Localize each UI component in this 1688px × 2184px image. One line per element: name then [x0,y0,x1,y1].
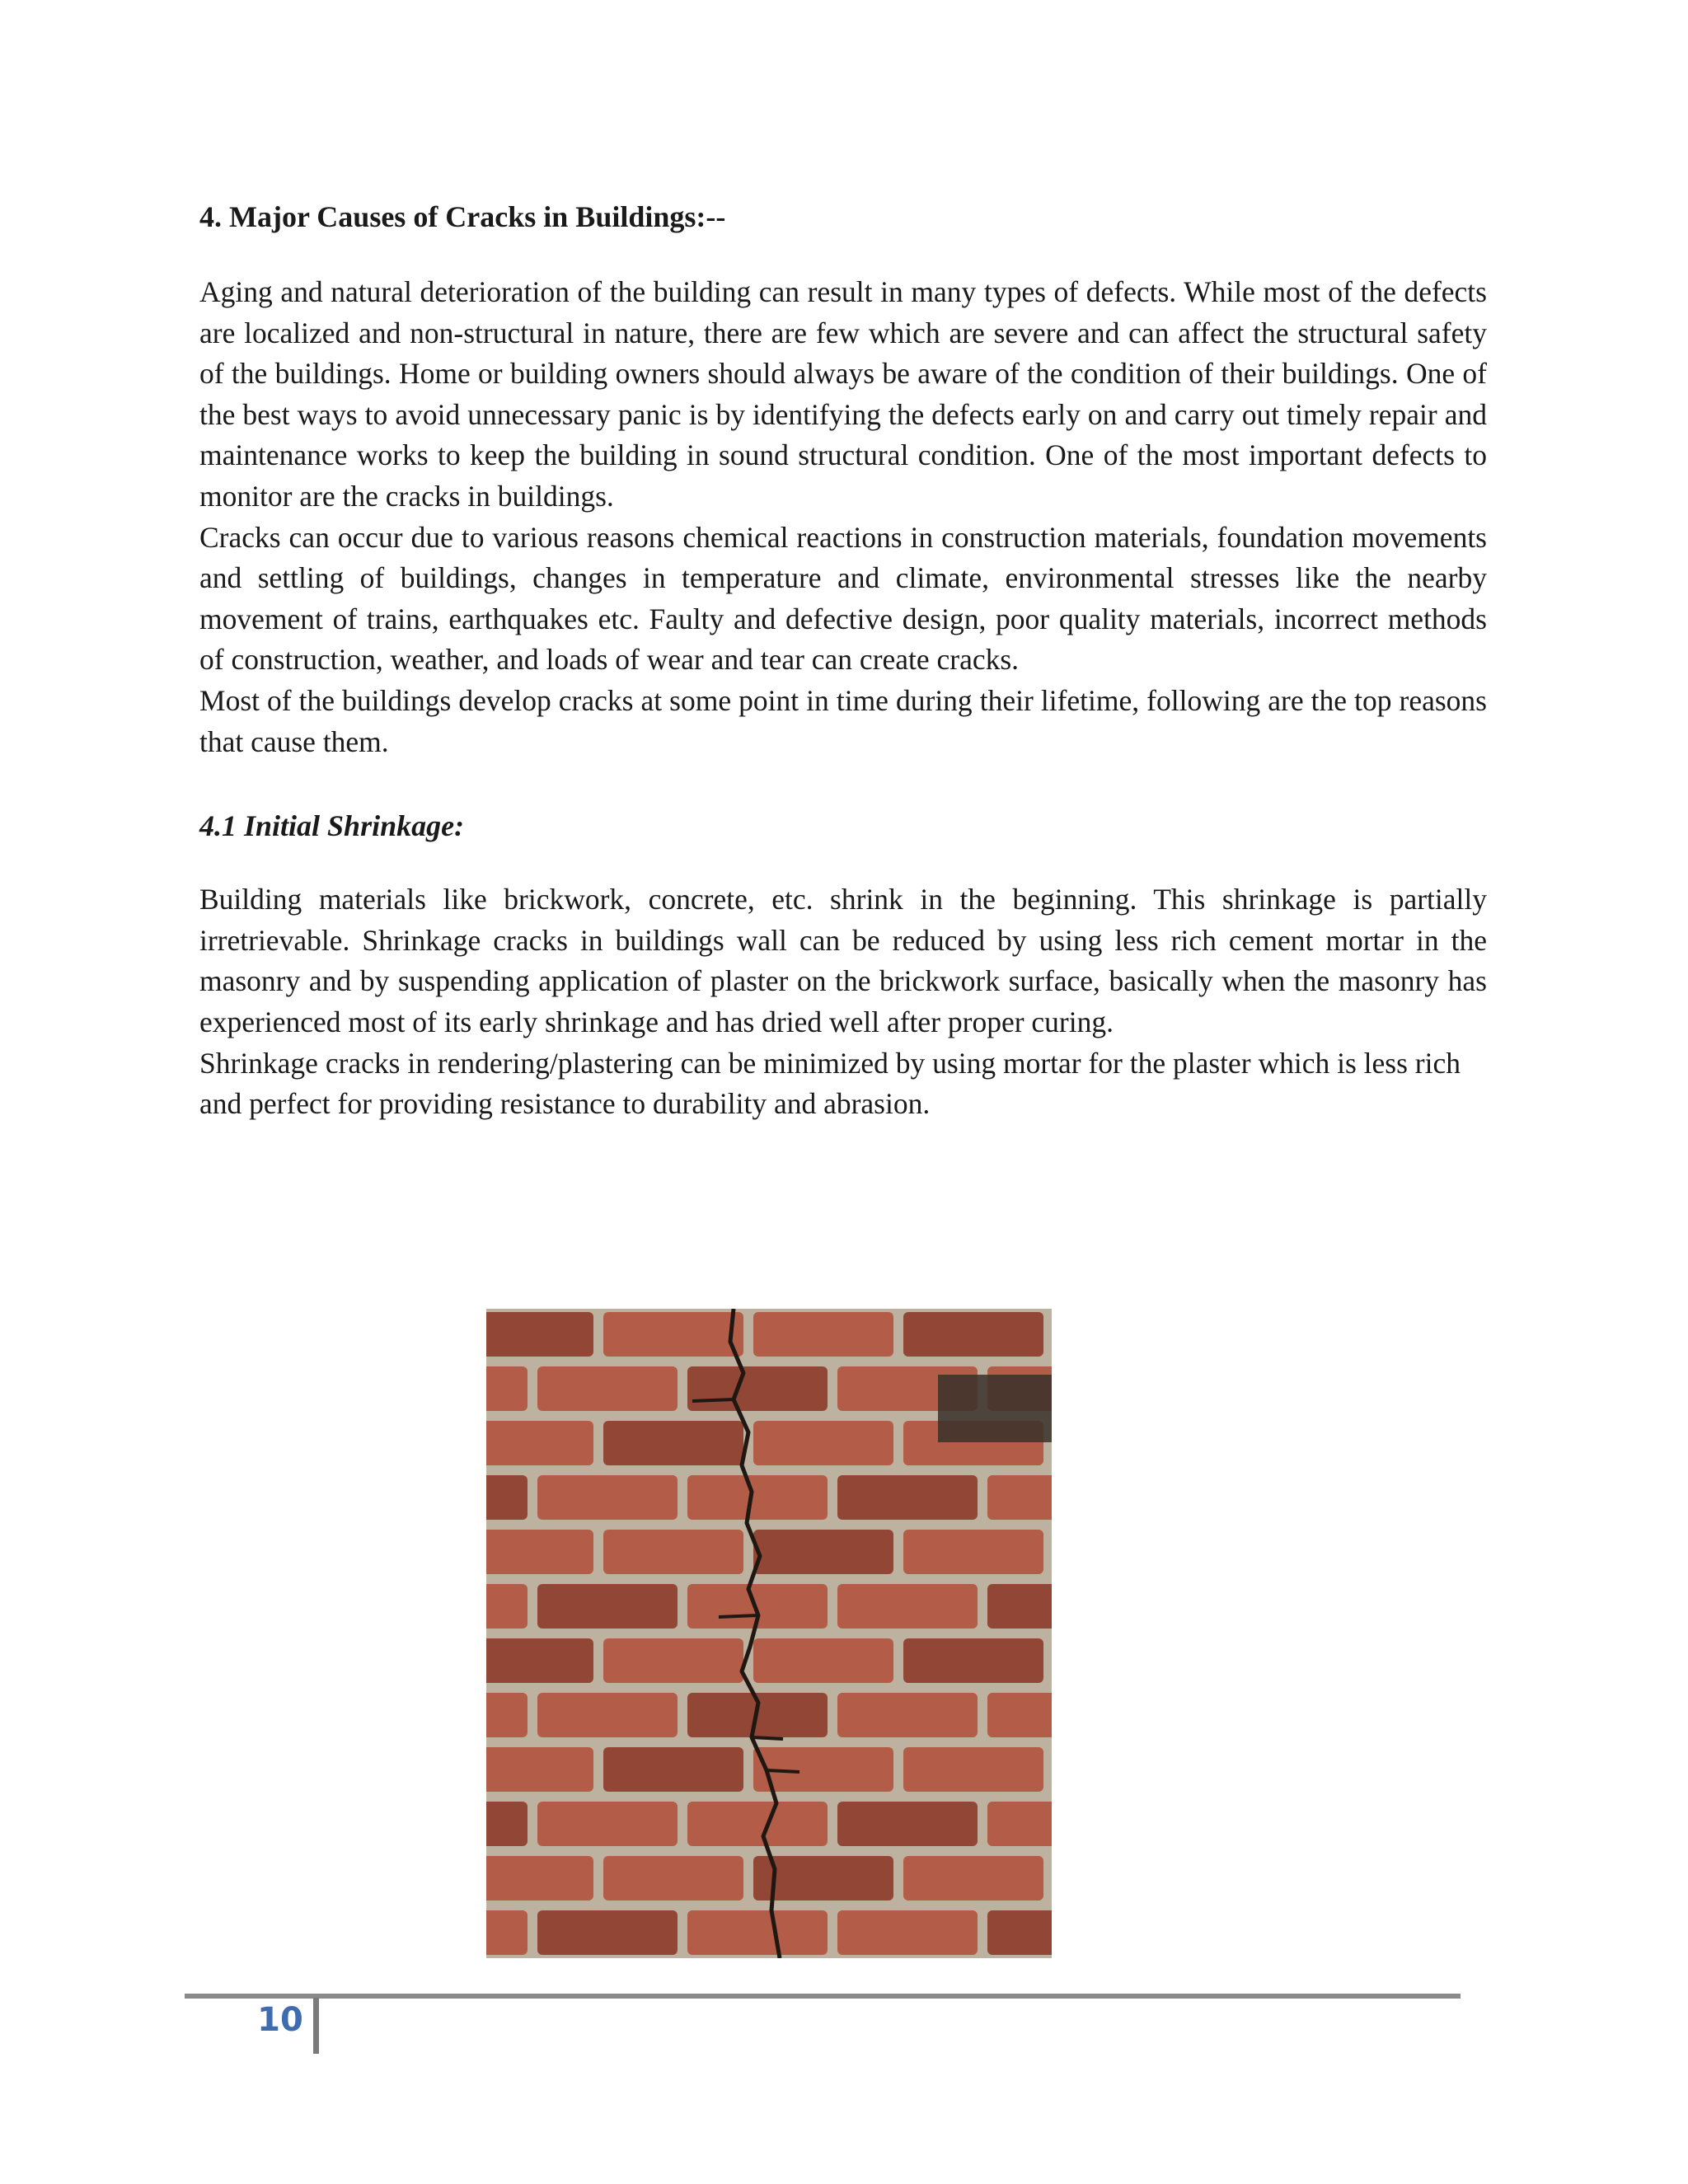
brick [753,1638,893,1683]
brick-wall-illustration [486,1309,1052,1958]
brick [687,1802,828,1846]
brick [837,1584,978,1629]
brick [903,1747,1043,1792]
brick [486,1638,593,1683]
brick [903,1530,1043,1574]
section-paragraph: Aging and natural deterioration of the building can result in many types of defects. While most of the defects are localized and non-structural in nature, there are few which are severe and can affect the structural safety of the buildings. Home or building owners should always be aware of the condition of their buildings. One of the best ways to avoid unnecessary panic is by identifying the defects early on and carry out timely repair and maintenance works to keep the building in sound structural condition. One of the most important defects to monitor are the cracks in buildings. [199,275,1487,513]
brick [687,1910,828,1955]
brick [486,1856,593,1900]
brick [687,1475,828,1520]
brick [486,1802,528,1846]
brick [486,1693,528,1737]
brick [753,1421,893,1465]
brick [537,1910,678,1955]
brick [837,1475,978,1520]
brick [486,1475,528,1520]
brick [603,1747,743,1792]
brick [903,1638,1043,1683]
cracked-brick-wall-photo [486,1309,1052,1958]
brick [537,1693,678,1737]
section-paragraph: Most of the buildings develop cracks at some point in time during their lifetime, following are the top reasons that cause them. [199,683,1487,758]
brick [486,1366,528,1411]
brick [486,1530,593,1574]
page-content [199,196,1487,1125]
footer-divider [313,1998,319,2054]
subsection-heading: 4.1 Initial Shrinkage: [199,809,465,843]
brick [987,1910,1052,1955]
brick [987,1584,1052,1629]
brick [486,1312,593,1357]
dark-stain [938,1375,1052,1442]
brick [603,1856,743,1900]
brick [987,1693,1052,1737]
brick [903,1856,1043,1900]
brick [486,1584,528,1629]
page-number: 10 [257,2001,303,2039]
brick [486,1747,593,1792]
brick [537,1475,678,1520]
subsection-paragraph: Shrinkage cracks in rendering/plastering can be minimized by using mortar for the plaster which is less rich and perfect for providing resistance to durability and abrasion. [199,1046,1461,1121]
brick [987,1475,1052,1520]
brick [537,1584,678,1629]
brick [837,1802,978,1846]
section-paragraph: Cracks can occur due to various reasons chemical reactions in construction materials, foundation movements and settling of buildings, changes in temperature and climate, environmental stresses like the nearby movement of trains, earthquakes etc. Faulty and defective design, poor quality materials, incorrect methods of construction, weather, and loads of wear and tear can create cracks. [199,520,1487,677]
brick [987,1802,1052,1846]
brick [903,1312,1043,1357]
brick [603,1312,743,1357]
brick [603,1530,743,1574]
footer-rule [185,1994,1461,1999]
subsection-paragraph: Building materials like brickwork, concrete, etc. shrink in the beginning. This shrinkage is partially irretrievable. Shrinkage cracks in buildings wall can be reduced by using less rich cement mortar in the masonry and by suspending application of plaster on the brickwork surface, basically when the masonry has experienced most of its early shrinkage and has dried well after proper curing. [199,883,1487,1038]
brick [486,1421,593,1465]
brick [753,1312,893,1357]
brick [486,1910,528,1955]
brick [837,1910,978,1955]
brick [603,1421,743,1465]
brick [837,1693,978,1737]
brick [753,1530,893,1574]
brick [603,1638,743,1683]
brick [687,1366,828,1411]
section-heading: 4. Major Causes of Cracks in Buildings:-- [199,200,726,233]
brick [537,1802,678,1846]
brick [537,1366,678,1411]
